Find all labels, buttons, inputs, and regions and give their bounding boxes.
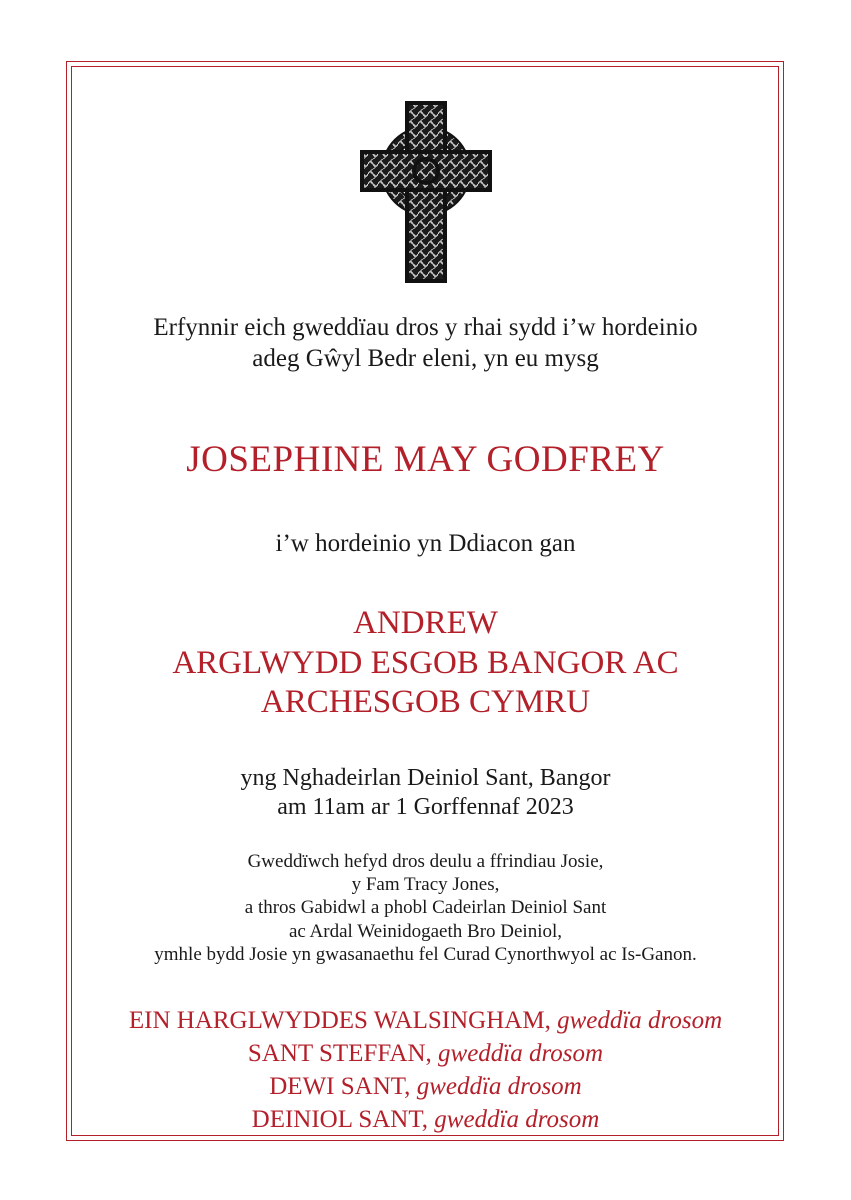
venue-line-2: am 11am ar 1 Gorffennaf 2023: [277, 794, 574, 820]
intro-text: [0, 312, 851, 374]
saint-prayer: gweddïa drosom: [550, 1007, 723, 1034]
bishop-line-3: ARCHESGOB CYMRU: [260, 684, 591, 720]
saint-row: [0, 1072, 851, 1105]
prayer-line-4: ac Ardal Weinidogaeth Bro Deiniol,: [288, 920, 563, 942]
bishop-line-2: ARGLWYDD ESGOB BANGOR AC: [172, 644, 679, 681]
saint-prayer: gweddïa drosom: [410, 1073, 582, 1100]
venue-details: [0, 764, 851, 822]
saint-row: [0, 1006, 851, 1039]
prayer-request: [0, 850, 851, 966]
intro-line-1: Erfynnir eich gweddïau dros y rhai sydd i’w hordeinio: [153, 314, 698, 341]
saint-name: DEINIOL SANT,: [251, 1106, 429, 1133]
celtic-cross-icon: [358, 99, 494, 285]
prayer-line-5: ymhle bydd Josie yn gwasanaethu fel Curad Cynorthwyol ac Is-Ganon.: [154, 943, 697, 965]
saint-name: DEWI SANT,: [269, 1073, 411, 1100]
saints-invocations: [0, 1006, 851, 1138]
venue-line-1: yng Nghadeirlan Deiniol Sant, Bangor: [240, 765, 611, 791]
candidate-name: JOSEPHINE MAY GODFREY: [186, 439, 665, 480]
saint-name: EIN HARGLWYDDES WALSINGHAM,: [128, 1007, 551, 1034]
prayer-line-3: a thros Gabidwl a phobl Cadeirlan Deiniol Sant: [244, 897, 607, 919]
saint-prayer: gweddïa drosom: [431, 1040, 604, 1067]
intro-line-2: adeg Gŵyl Bedr eleni, yn eu mysg: [252, 345, 599, 372]
saint-prayer: gweddïa drosom: [428, 1106, 600, 1133]
saint-row: [0, 1105, 851, 1138]
bishop-title: [0, 604, 851, 723]
prayer-line-2: y Fam Tracy Jones,: [351, 874, 500, 896]
prayer-line-1: Gweddïwch hefyd dros deulu a ffrindiau Josie,: [247, 851, 604, 872]
saint-name: SANT STEFFAN,: [247, 1040, 432, 1067]
ordination-text: i’w hordeinio yn Ddiacon gan: [275, 530, 576, 557]
bishop-line-1: ANDREW: [353, 605, 498, 641]
saint-row: [0, 1039, 851, 1072]
